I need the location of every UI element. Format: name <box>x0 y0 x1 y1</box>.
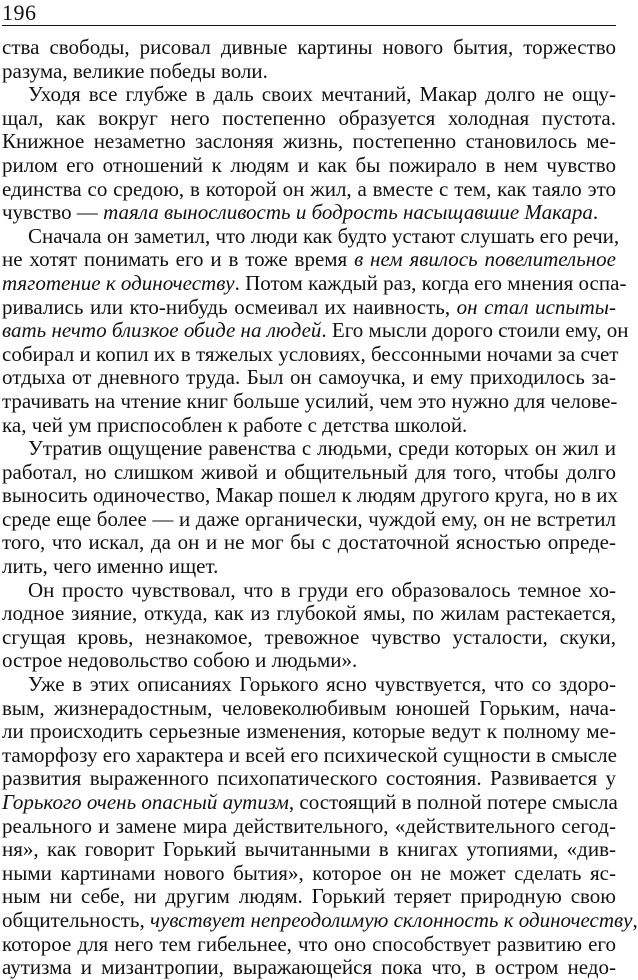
text-line <box>2 720 616 744</box>
italic-text-segment: таяла выносливость и бодрость насыщавшие Макара <box>103 200 593 225</box>
text-line <box>2 602 616 626</box>
text-line <box>2 744 616 768</box>
page-number: 196 <box>2 0 37 25</box>
text-segment: реального и замене мира действительного, «действительного сегод- <box>2 813 616 838</box>
text-segment: выносить одиночество, Макар пошел к людям другого круга, но в их <box>2 483 618 508</box>
text-segment: сгущая кровь, незнакомое, тревожное чувство усталости, скуки, <box>2 624 616 649</box>
italic-text-segment: Горького очень опасный аутизм <box>2 790 289 814</box>
text-line <box>2 341 619 367</box>
text-line <box>2 767 616 791</box>
italic-text-segment: вать нечто близкое обиде на людей <box>2 318 322 343</box>
text-segment: Он просто чувствовал, что в груди его образовалось темное хо- <box>28 577 616 602</box>
italic-text-segment: тяготение к одиночеству <box>2 270 235 295</box>
text-segment: рилом его отношений к людям и как бы пожирало в нем чувство <box>2 152 616 177</box>
text-line <box>2 697 616 721</box>
text-segment: Уже в этих описаниях Горького ясно чувствуется, что со здоро- <box>28 672 616 697</box>
text-segment: Книжное незаметно заслоняя жизнь, постепенно становилось ме- <box>2 129 616 154</box>
text-segment: общительность, <box>2 907 150 932</box>
text-line <box>2 130 616 154</box>
text-segment: ным ни себе, ни другим людям. Горький теряет природную свою <box>2 884 616 909</box>
text-line <box>2 60 616 84</box>
text-segment: ривались или кто-нибудь осмеивал их наивность, <box>2 294 457 319</box>
text-line <box>2 36 616 60</box>
text-segment: отдыха от дневного труда. Был он самоучка, и ему приходилось за- <box>2 365 616 390</box>
text-line <box>2 933 616 957</box>
body-text <box>2 35 638 980</box>
text-segment: единства со средою, в которой он жил, а вместе с тем, как таяло это <box>2 176 616 201</box>
text-segment: ными картинами нового бытия», которое он не может сделать яс- <box>2 860 616 885</box>
text-segment: Уходя все глубже в даль своих мечтаний, Макар долго не ощу- <box>28 82 616 107</box>
text-line <box>2 907 638 933</box>
text-line <box>2 178 616 202</box>
text-line <box>2 107 616 131</box>
text-line <box>2 649 616 673</box>
text-segment: развития выраженного психопатического состояния. Развивается у <box>2 766 616 791</box>
text-segment: острое недовольство собою и людьми». <box>2 648 358 673</box>
italic-text-segment: чувствует непреодолимую склонность к одиночеству <box>149 907 633 932</box>
text-segment: лодное зияние, откуда, как из глубокой ямы, по жилам растекается, <box>2 601 616 626</box>
italic-text-segment: в нем явилось повелительное <box>354 247 617 272</box>
text-line <box>2 437 616 461</box>
text-segment: . <box>592 200 599 225</box>
text-segment: не хотят понимать его и в тоже время <box>2 247 355 272</box>
italic-text-segment: он стал испыты- <box>456 294 616 319</box>
text-line <box>2 461 616 485</box>
text-segment: таморфозу его характера и всей его психической сущности в смысле <box>2 742 617 767</box>
text-segment: того, что искал, да он и не мог бы с достаточной ясностью опреде- <box>2 530 616 555</box>
text-line <box>2 201 616 225</box>
text-line <box>2 815 616 839</box>
text-segment: трачивать на чтение книг больше усилий, чем это нужно для челове- <box>2 388 618 413</box>
text-segment: щал, как вокруг него постепенно образуется холодная пустота. <box>2 105 616 130</box>
text-segment: Сначала он заметил, что люди как будто устают слушать его речи, <box>28 223 620 248</box>
text-line <box>2 626 616 650</box>
text-segment: собирал и копил их в тяжелых условиях, бессонными ночами за счет <box>2 341 619 366</box>
text-line <box>2 223 620 249</box>
text-segment: . Потом каждый раз, когда его мнения оспа- <box>234 270 627 295</box>
text-segment: ства свободы, рисовал дивные картины нового бытия, торжество <box>2 35 616 59</box>
text-line <box>2 154 616 178</box>
text-segment: вым, жизнерадостным, человеколюбивым юношей Горьким, нача- <box>2 695 616 720</box>
text-segment: , состоящий в полной потере смысла <box>288 790 618 814</box>
text-line <box>2 414 616 438</box>
text-line <box>2 862 616 886</box>
text-line <box>2 390 616 414</box>
text-segment: среде еще более — и даже органически, чуждой ему, он не встретил <box>2 506 616 531</box>
text-segment: . Его мысли дорого стоили ему, он <box>321 318 629 343</box>
text-segment: , <box>632 907 638 932</box>
text-line <box>2 508 616 532</box>
text-line <box>2 838 616 862</box>
text-segment: чувство — <box>2 200 104 225</box>
text-line <box>2 248 616 272</box>
header-rule <box>2 25 616 26</box>
text-segment: разума, великие победы воли. <box>2 58 268 83</box>
text-line <box>2 366 616 390</box>
text-segment: ли происходить серьезные изменения, которые ведут к полному ме- <box>2 719 616 744</box>
text-line <box>2 318 629 343</box>
text-segment: которое для него тем гибельнее, что оно способствует развитию его <box>2 931 616 956</box>
text-line <box>2 531 616 555</box>
text-line <box>2 270 627 296</box>
text-line <box>2 83 616 107</box>
text-line <box>2 791 616 815</box>
text-line <box>2 484 616 508</box>
text-segment: Утратив ощущение равенства с людьми, среди которых он жил и <box>28 436 616 461</box>
text-line <box>2 296 616 320</box>
text-line <box>2 956 616 980</box>
text-segment: работал, но слишком живой и общительный для того, чтобы долго <box>2 459 616 484</box>
text-line <box>2 579 616 603</box>
text-line <box>2 555 616 579</box>
text-segment: аутизма и мизантропии, выражающейся пока что, в остром недо- <box>2 955 616 980</box>
text-line <box>2 673 616 697</box>
text-segment: лить, чего именно ищет. <box>2 554 219 579</box>
text-segment: ня», как говорит Горький вычитанными в книгах утопиями, «див- <box>2 837 616 862</box>
text-line <box>2 885 616 909</box>
text-segment: ка, чей ум приспособлен к работе с детства школой. <box>2 412 468 437</box>
